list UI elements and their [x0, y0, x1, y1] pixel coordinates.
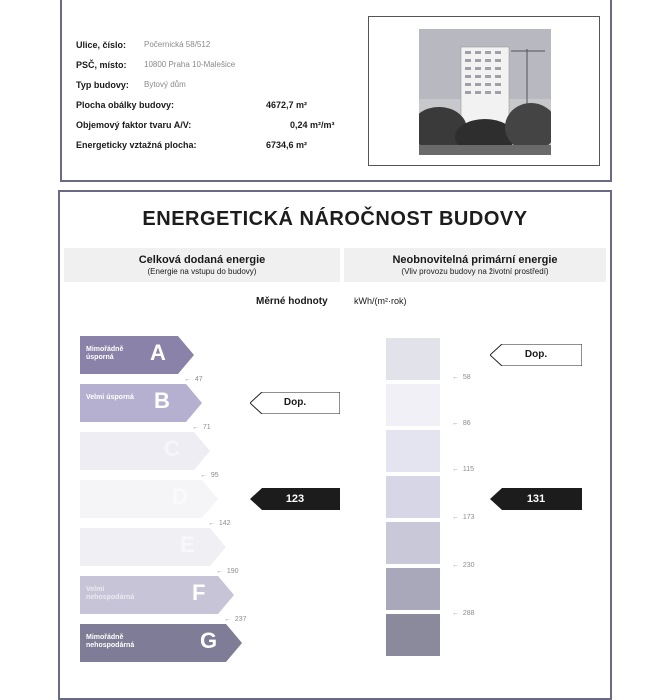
class-b-shape [80, 384, 202, 422]
right-requirement-label: Dop. [524, 349, 548, 360]
right-threshold-3: ← 115 [452, 466, 475, 473]
page-title: ENERGETICKÁ NÁROČNOST BUDOVY [142, 208, 528, 230]
class-e-arrow [80, 528, 226, 566]
building-photo [419, 29, 551, 155]
shape-label: Objemový faktor tvaru A/V: [76, 120, 192, 130]
right-bar-f [386, 568, 440, 610]
right-value-arrow [490, 488, 582, 510]
class-b-arrow [80, 384, 202, 422]
class-c-letter: C [164, 436, 180, 461]
zip-row [76, 60, 236, 70]
units-label: Měrné hodnoty [256, 296, 328, 307]
right-header-title: Neobnovitelná primární energie [392, 254, 558, 266]
right-bar-c [386, 430, 440, 472]
right-threshold-6: ← 288 [452, 610, 475, 617]
right-value-label: 131 [526, 493, 546, 505]
left-value-label: 123 [285, 493, 305, 505]
building-photo-frame [368, 16, 600, 166]
left-value-arrow [250, 488, 340, 510]
left-threshold-6: ← 237 [224, 616, 247, 623]
right-threshold-5: ← 230 [452, 562, 475, 569]
class-f-letter: F [192, 580, 206, 605]
class-b-label: Velmi úsporná [86, 394, 134, 401]
shape-row [76, 120, 335, 130]
street-row [76, 40, 211, 50]
right-bar-e [386, 522, 440, 564]
right-threshold-2: ← 86 [452, 420, 471, 427]
right-column-header [344, 248, 606, 282]
left-requirement-arrow [250, 392, 340, 414]
envelope-value: 4672,7 m² [266, 100, 308, 110]
zip-value: 10800 Praha 10-Malešice [144, 60, 236, 69]
class-g-arrow [80, 624, 242, 662]
right-bar-a [386, 338, 440, 380]
left-threshold-1: ← 47 [184, 376, 203, 383]
class-e-shape [80, 528, 226, 566]
area-label: Energeticky vztažná plocha: [76, 140, 197, 150]
left-header-subtitle: (Energie na vstupu do budovy) [147, 267, 257, 276]
class-f-arrow [80, 576, 234, 614]
type-label: Typ budovy: [76, 80, 129, 90]
envelope-label: Plocha obálky budovy: [76, 100, 175, 110]
left-threshold-5: ← 190 [216, 568, 239, 575]
class-c-arrow [80, 432, 210, 470]
street-value: Počernická 58/512 [144, 40, 211, 49]
class-d-letter: D [172, 484, 188, 509]
left-requirement-label: Dop. [283, 397, 307, 408]
left-threshold-2: ← 71 [192, 424, 211, 431]
type-row [76, 80, 186, 90]
left-threshold-4: ← 142 [208, 520, 231, 527]
street-label: Ulice, číslo: [76, 40, 127, 50]
class-d-shape [80, 480, 218, 518]
class-b-letter: B [154, 388, 170, 413]
right-requirement-arrow [490, 344, 582, 366]
units-unit: kWh/(m²·rok) [354, 296, 407, 306]
class-a-label: Mimořádně úsporná [86, 346, 124, 361]
zip-label: PSČ, místo: [76, 60, 127, 70]
class-g-label: Mimořádně nehospodárná [86, 634, 135, 649]
type-value: Bytový dům [144, 80, 186, 89]
class-c-shape [80, 432, 210, 470]
shape-value: 0,24 m²/m³ [290, 120, 335, 130]
left-header-title: Celková dodaná energie [138, 254, 266, 266]
left-column-header [64, 248, 340, 282]
right-bar-d [386, 476, 440, 518]
building-info-panel [60, 0, 612, 182]
energy-label-panel [58, 190, 612, 700]
class-a-letter: A [150, 340, 166, 365]
right-bar-g [386, 614, 440, 656]
right-bar-b [386, 384, 440, 426]
class-e-letter: E [180, 532, 195, 557]
class-f-label: Velmi nehospodárná [86, 586, 135, 601]
area-row [76, 140, 308, 150]
class-d-arrow [80, 480, 218, 518]
class-g-letter: G [200, 628, 218, 653]
right-threshold-4: ← 173 [452, 514, 475, 521]
right-threshold-1: ← 58 [452, 374, 471, 381]
area-value: 6734,6 m² [266, 140, 308, 150]
left-threshold-3: ← 95 [200, 472, 219, 479]
right-header-subtitle: (Vliv provozu budovy na životní prostředí) [401, 267, 549, 276]
class-a-arrow [80, 336, 194, 374]
envelope-row [76, 100, 308, 110]
